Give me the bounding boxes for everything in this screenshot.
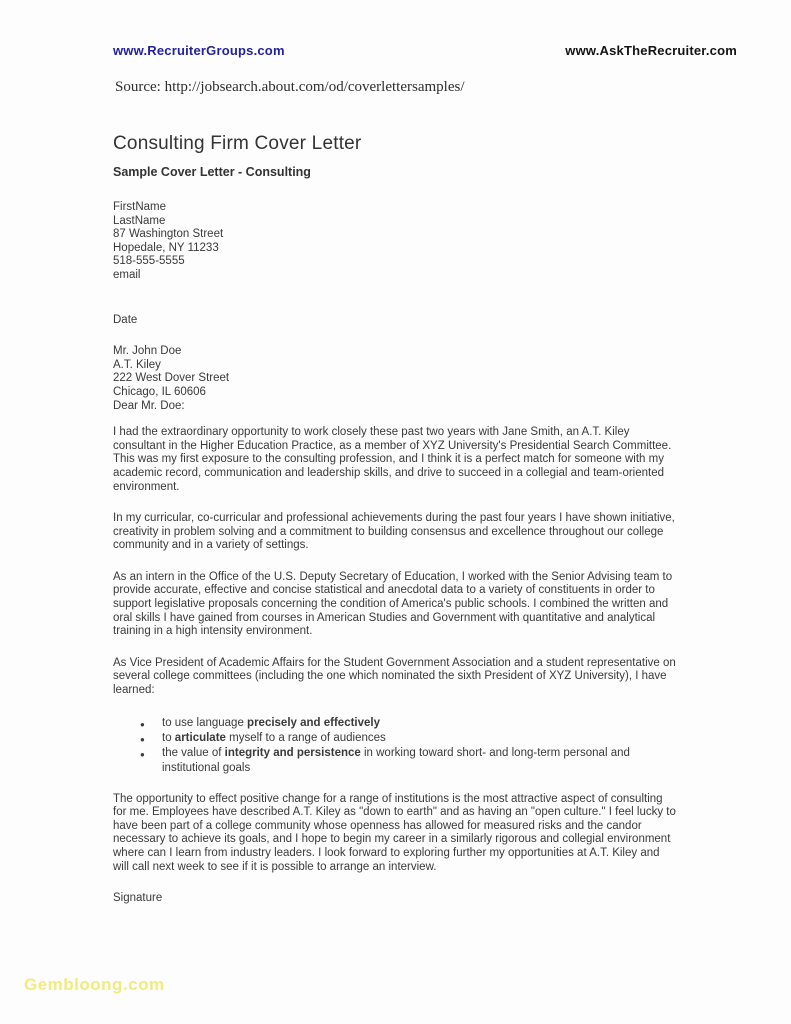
date-placeholder: Date bbox=[113, 313, 138, 326]
paragraph-achievements: In my curricular, co-curricular and professional achievements during the past four years I have shown initiative, creativity in problem solving and a commitment to building consensus and excellence throughout our college community and in a variety of settings. bbox=[113, 512, 675, 552]
bullet-text: to articulate myself to a range of audiences bbox=[162, 731, 386, 744]
paragraph-intern: As an intern in the Office of the U.S. Deputy Secretary of Education, I worked with the Senior Advising team to provide accurate, effective and concise statistical and anecdotal data to a variety of constituents in order to support legislative proposals concerning the condition of America's public schools. I combined the written and oral skills I have gained from courses in American Studies and Government with quantitative and analytical training in a high intensity environment. bbox=[113, 570, 673, 638]
bullet-text: to use language precisely and effectively bbox=[162, 716, 381, 729]
paragraph-vice-president: As Vice President of Academic Affairs for the Student Government Association and a student representative on several college committees (including the one which nominated the sixth President of XYZ University), I have learned: bbox=[113, 656, 676, 697]
sender-last-name: LastName bbox=[113, 214, 166, 227]
document-subtitle: Sample Cover Letter - Consulting bbox=[113, 165, 311, 179]
page-title: Consulting Firm Cover Letter bbox=[113, 133, 362, 154]
bullet-icon: ● bbox=[140, 749, 145, 759]
recipient-street: 222 West Dover Street bbox=[113, 372, 230, 385]
recipient-city-state-zip: Chicago, IL 60606 bbox=[113, 385, 206, 398]
asktherecruiter-link[interactable]: www.AskTheRecruiter.com bbox=[565, 43, 737, 58]
paragraph-intro: I had the extraordinary opportunity to work closely these past two years with Jane Smith, an A.T. Kiley consultant in the Higher Education Practice, as a member of XYZ University's Presidential Search Committee. This was my first exposure to the consulting profession, and I think it is a perfect match for someone with my academic record, communication and leadership skills, and drive to succeed in a collegial and team-oriented environment. bbox=[113, 426, 672, 493]
bullet-icon: ● bbox=[140, 734, 145, 744]
bullet-icon: ● bbox=[140, 719, 145, 729]
list-item bbox=[140, 716, 680, 731]
recruitergroups-link[interactable]: www.RecruiterGroups.com bbox=[113, 43, 285, 58]
learned-bullet-list bbox=[113, 716, 680, 776]
sender-phone: 518-555-5555 bbox=[113, 255, 185, 268]
signature-placeholder: Signature bbox=[113, 892, 163, 905]
paragraph-closing: The opportunity to effect positive change for a range of institutions is the most attractive aspect of consulting for me. Employees have described A.T. Kiley as "down to earth" and as having an "open culture." I feel lucky to have been part of a college community whose openness has allowed for measured risks and the candor necessary to achieve its goals, and I hope to begin my career in a similarly rigorous and collegial environment where can I learn from industry leaders. I look forward to exploring further my opportunities at A.T. Kiley and will call next week to see if it is possible to arrange an interview. bbox=[113, 792, 676, 873]
recipient-name: Mr. John Doe bbox=[113, 345, 182, 358]
sender-city-state-zip: Hopedale, NY 11233 bbox=[113, 241, 219, 254]
recipient-address-block bbox=[113, 345, 737, 413]
recipient-company: A.T. Kiley bbox=[113, 358, 161, 371]
page-header bbox=[113, 43, 737, 58]
source-line: Source: http://jobsearch.about.com/od/coverlettersamples/ bbox=[115, 79, 465, 95]
sender-address-block bbox=[113, 201, 737, 283]
list-item bbox=[140, 731, 680, 746]
sender-first-name: FirstName bbox=[113, 201, 167, 213]
bullet-text: the value of integrity and persistence in working toward short- and long-term personal and institutional goals bbox=[162, 746, 630, 774]
sender-street: 87 Washington Street bbox=[113, 228, 224, 241]
sender-email: email bbox=[113, 268, 141, 281]
watermark-text: Gembloong.com bbox=[24, 975, 165, 994]
salutation: Dear Mr. Doe: bbox=[113, 399, 185, 412]
list-item bbox=[140, 746, 680, 776]
